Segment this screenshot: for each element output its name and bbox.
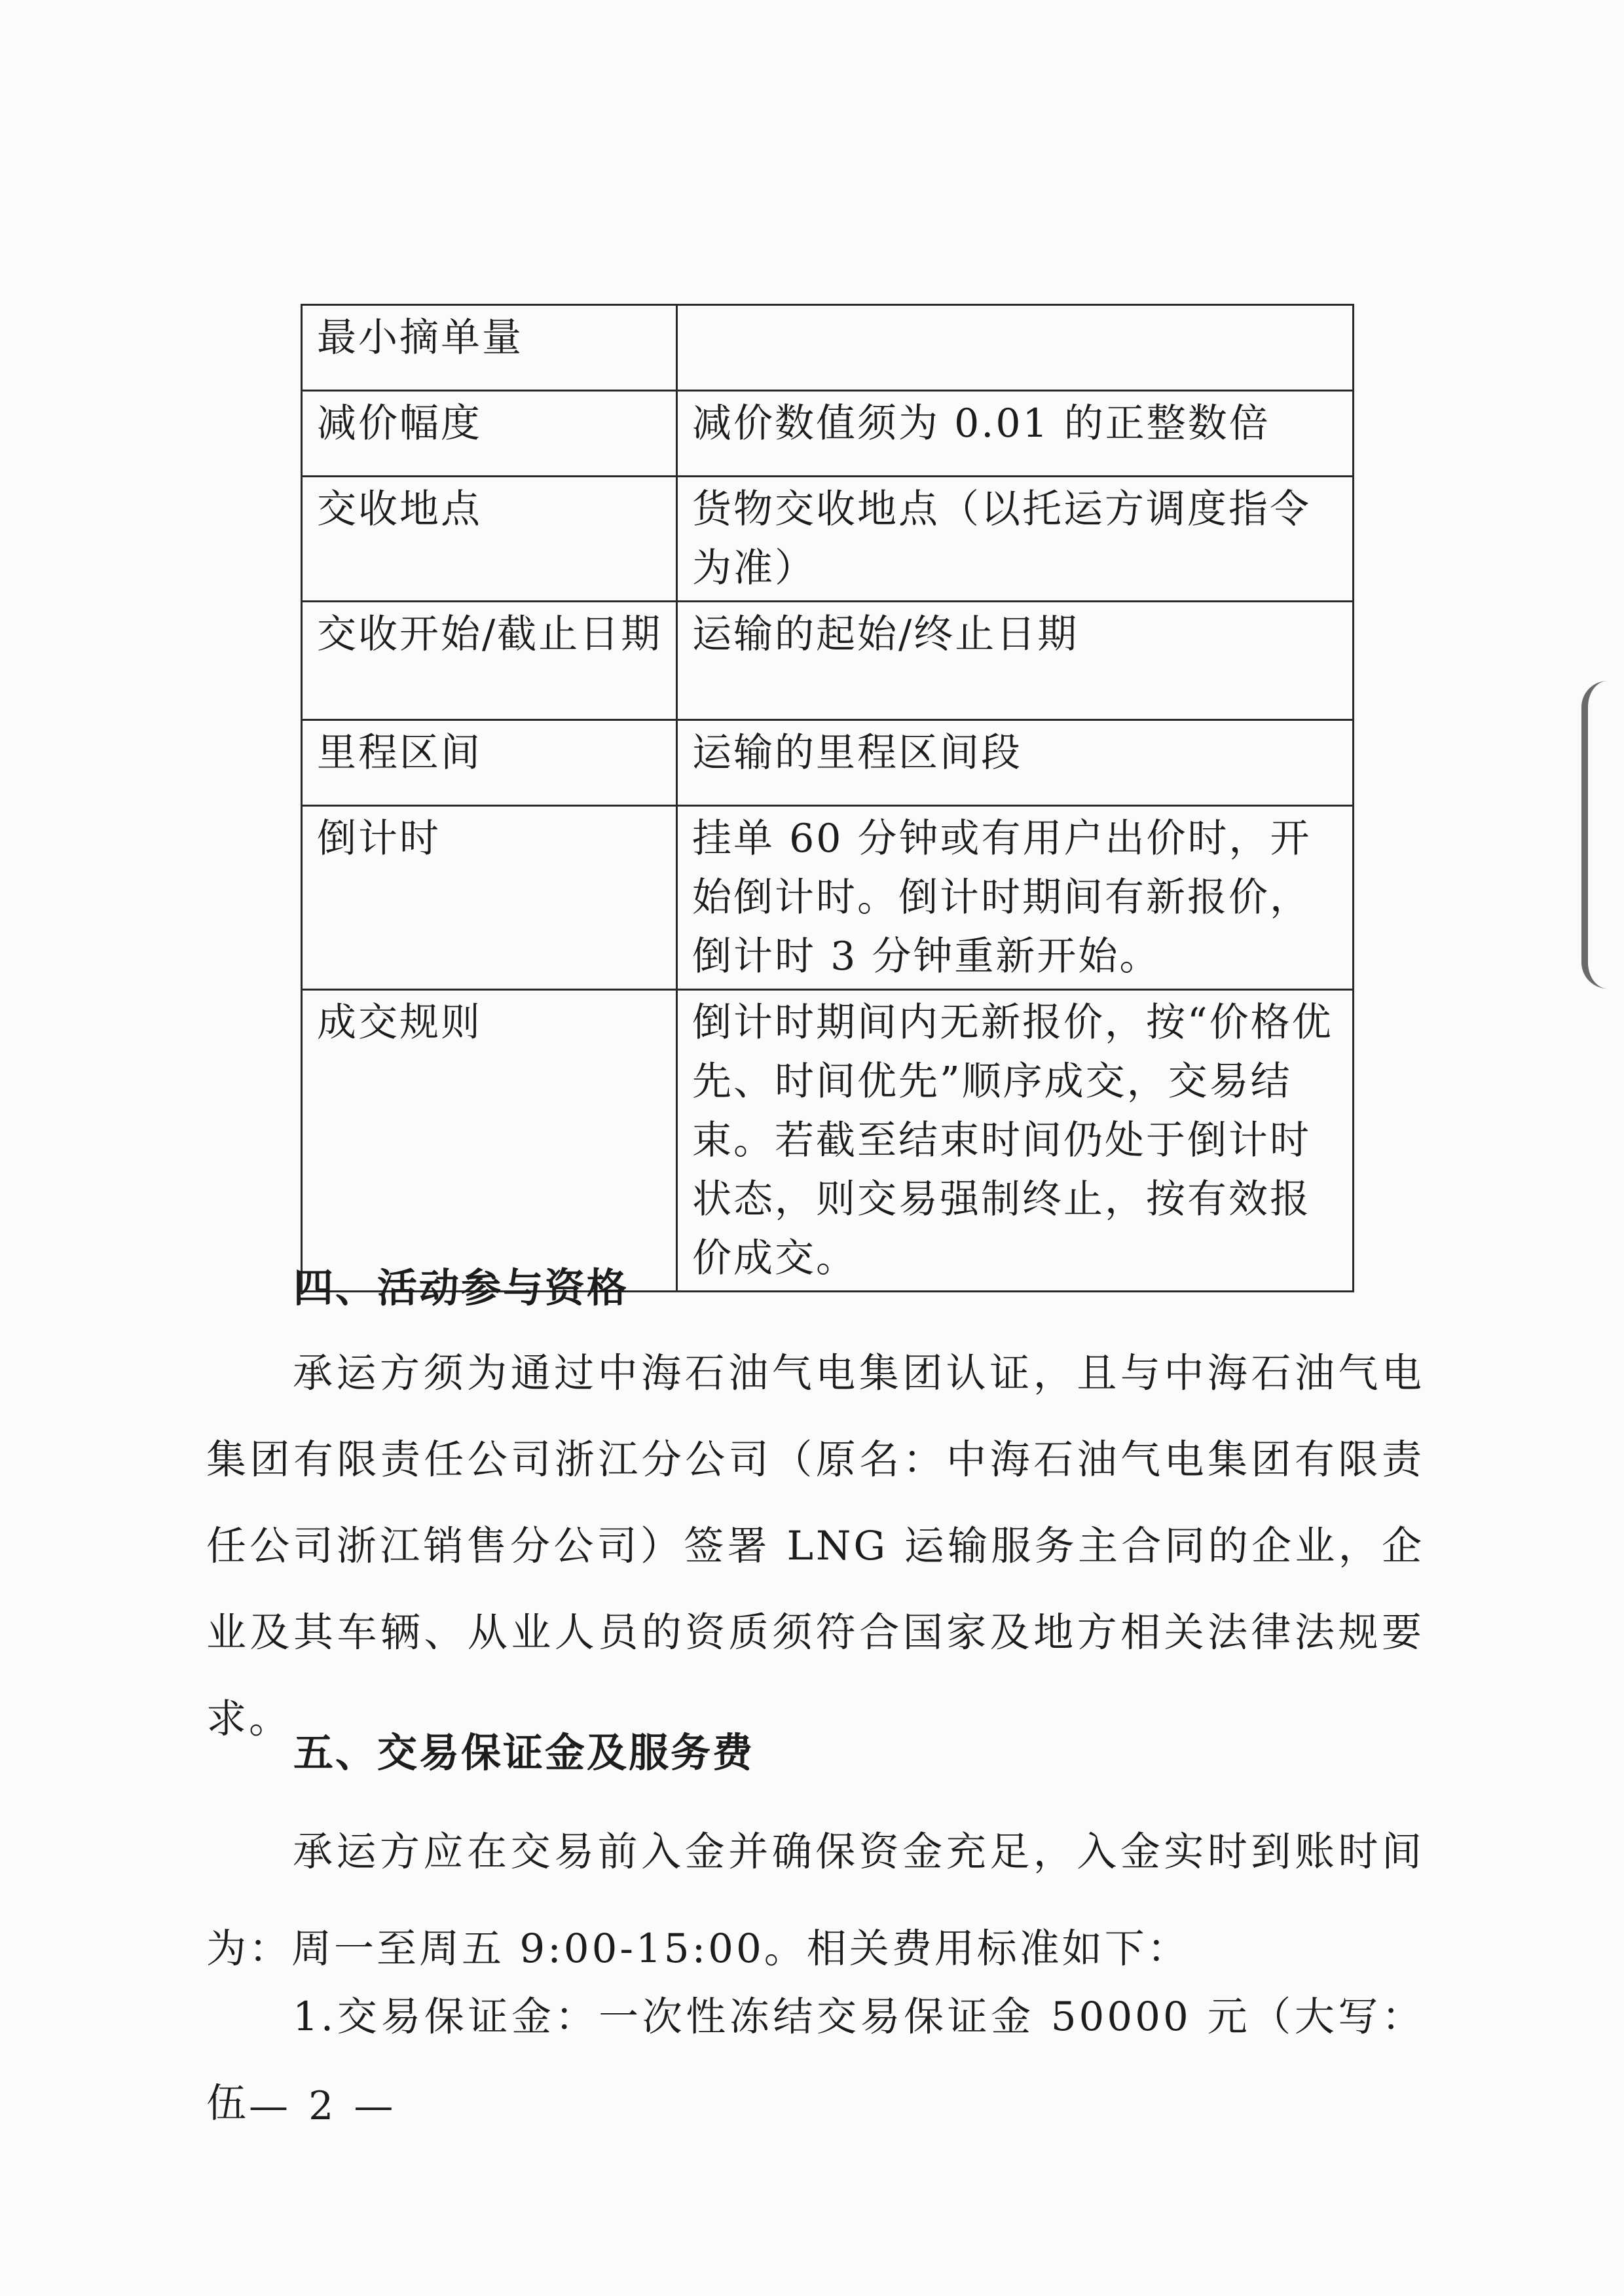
row-label: 倒计时 (302, 806, 677, 990)
table-row (302, 806, 1354, 990)
seal-stamp-edge (1581, 681, 1624, 989)
row-label: 成交规则 (302, 990, 677, 1292)
row-label: 里程区间 (302, 720, 677, 806)
row-label: 交收开始/截止日期 (302, 602, 677, 720)
table-row (302, 477, 1354, 602)
row-value: 倒计时期间内无新报价，按“价格优先、时间优先”顺序成交，交易结束。若截至结束时间仍处于倒计时状态，则交易强制终止，按有效报价成交。 (677, 990, 1354, 1292)
page-number: — 2 — (249, 2083, 397, 2129)
row-value (677, 305, 1354, 391)
section-4-body: 承运方须为通过中海石油气电集团认证，且与中海石油气电集团有限责任公司浙江分公司（原名：中海石油气电集团有限责任公司浙江销售分公司）签署 LNG 运输服务主合同的企业，企业及其车辆、从业人员的资质须符合国家及地方相关法律法规要求。 (206, 1350, 1424, 1742)
deposit-item: 1.交易保证金：一次性冻结交易保证金 50000 元（大写：伍 (206, 1994, 1424, 2126)
section-4-heading: 四、活动参与资格 (293, 1265, 629, 1311)
table-row (302, 602, 1354, 720)
table-row (302, 720, 1354, 806)
row-value: 运输的起始/终止日期 (677, 602, 1354, 720)
table-row (302, 990, 1354, 1292)
table-row (302, 391, 1354, 477)
row-value: 货物交收地点（以托运方调度指令为准） (677, 477, 1354, 602)
row-value: 减价数值须为 0.01 的正整数倍 (677, 391, 1354, 477)
section-5-body: 承运方应在交易前入金并确保资金充足，入金实时到账时间为：周一至周五 9:00-15:00。相关费用标准如下： (206, 1829, 1424, 1972)
trading-rules-table (301, 304, 1354, 1292)
section-5-heading: 五、交易保证金及服务费 (293, 1730, 755, 1776)
row-value: 挂单 60 分钟或有用户出价时，开始倒计时。倒计时期间有新报价，倒计时 3 分钟重新开始。 (677, 806, 1354, 990)
row-label: 减价幅度 (302, 391, 677, 477)
row-value: 运输的里程区间段 (677, 720, 1354, 806)
row-label: 交收地点 (302, 477, 677, 602)
row-label: 最小摘单量 (302, 305, 677, 391)
table-row (302, 305, 1354, 391)
